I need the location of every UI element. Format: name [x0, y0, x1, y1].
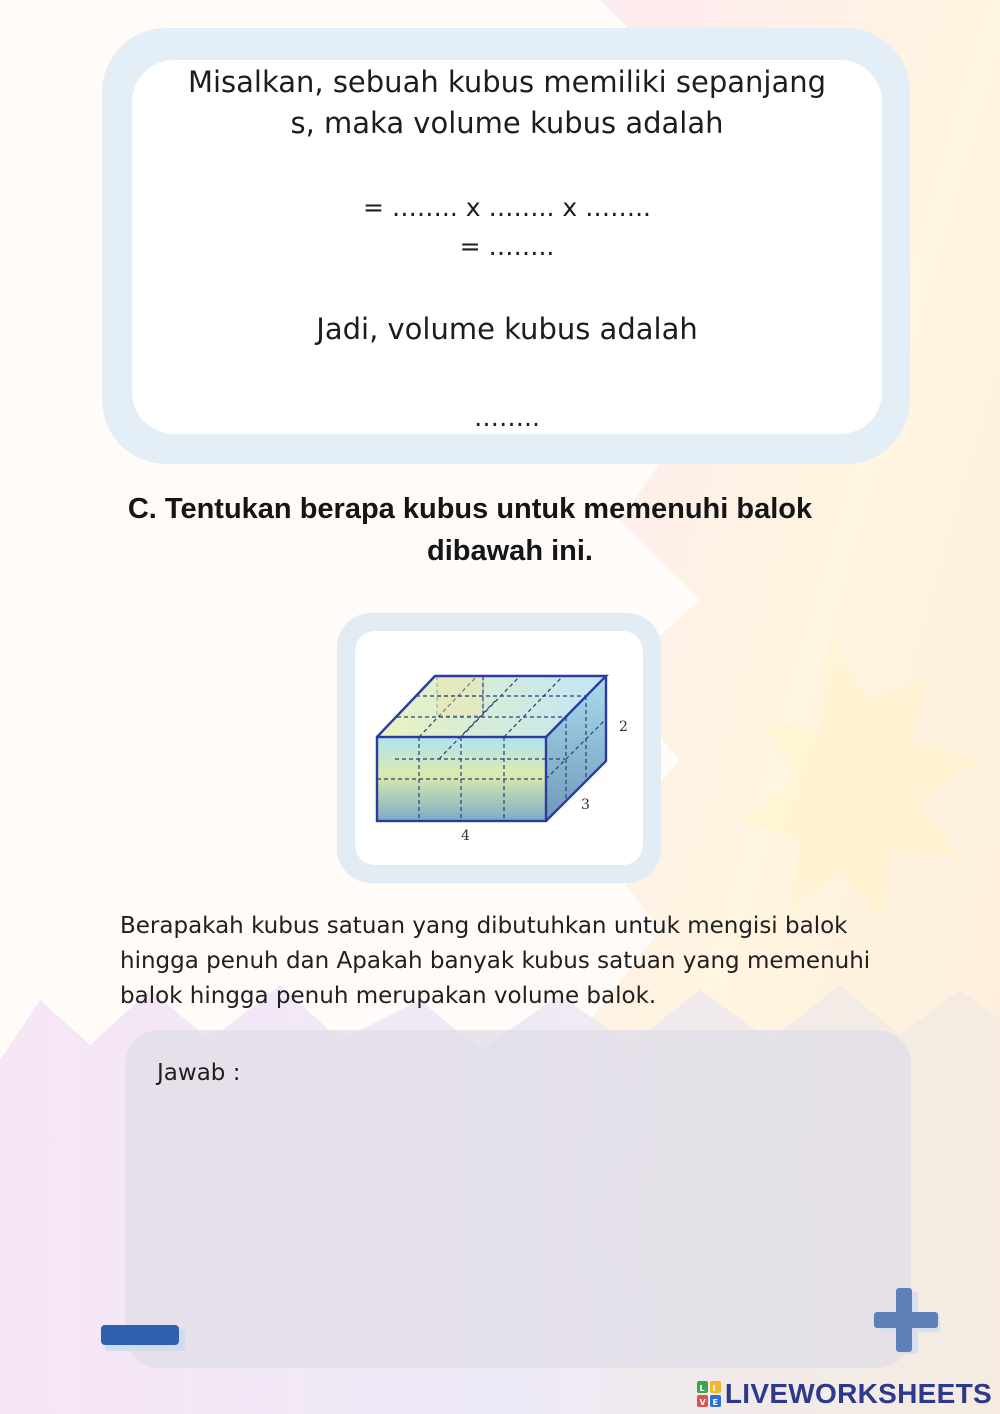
plus-icon[interactable]	[872, 1288, 944, 1360]
height-label: 2	[619, 719, 628, 735]
definition-line-1: Misalkan, sebuah kubus memiliki sepanjang	[187, 65, 827, 99]
answer-box[interactable]	[125, 1030, 911, 1368]
section-c-heading	[100, 488, 840, 572]
svg-text:E: E	[712, 1398, 718, 1407]
definition-line-2: s, maka volume kubus adalah	[290, 106, 724, 140]
section-c-heading-line-2: dibawah ini.	[427, 535, 593, 568]
liveworksheets-logo-icon	[697, 1381, 721, 1407]
length-label: 4	[461, 828, 470, 844]
cuboid-figure	[355, 631, 643, 865]
width-label: 3	[581, 797, 590, 813]
svg-text:V: V	[699, 1398, 706, 1407]
formula-line-1: = …….. x …….. x ……..	[363, 193, 651, 222]
section-c-heading-line-1: C. Tentukan berapa kubus untuk memenuhi balok	[127, 493, 813, 525]
liveworksheets-text: LIVEWORKSHEETS	[724, 1378, 992, 1409]
conclusion-text: Jadi, volume kubus adalah	[316, 312, 698, 346]
formula-line-2: = ……..	[459, 232, 555, 261]
question-text: Berapakah kubus satuan yang dibutuhkan untuk mengisi balok hingga penuh dan Apakah banyak kubus satuan yang memenuhi balok hingga penuh merupakan volume balok.	[120, 913, 871, 1009]
liveworksheets-brand	[697, 1376, 992, 1412]
svg-text:I: I	[712, 1384, 716, 1393]
answer-label: Jawab :	[157, 1060, 241, 1086]
svg-text:L: L	[699, 1384, 705, 1393]
conclusion-blank: ……..	[474, 403, 540, 432]
minus-icon[interactable]	[100, 1323, 190, 1357]
